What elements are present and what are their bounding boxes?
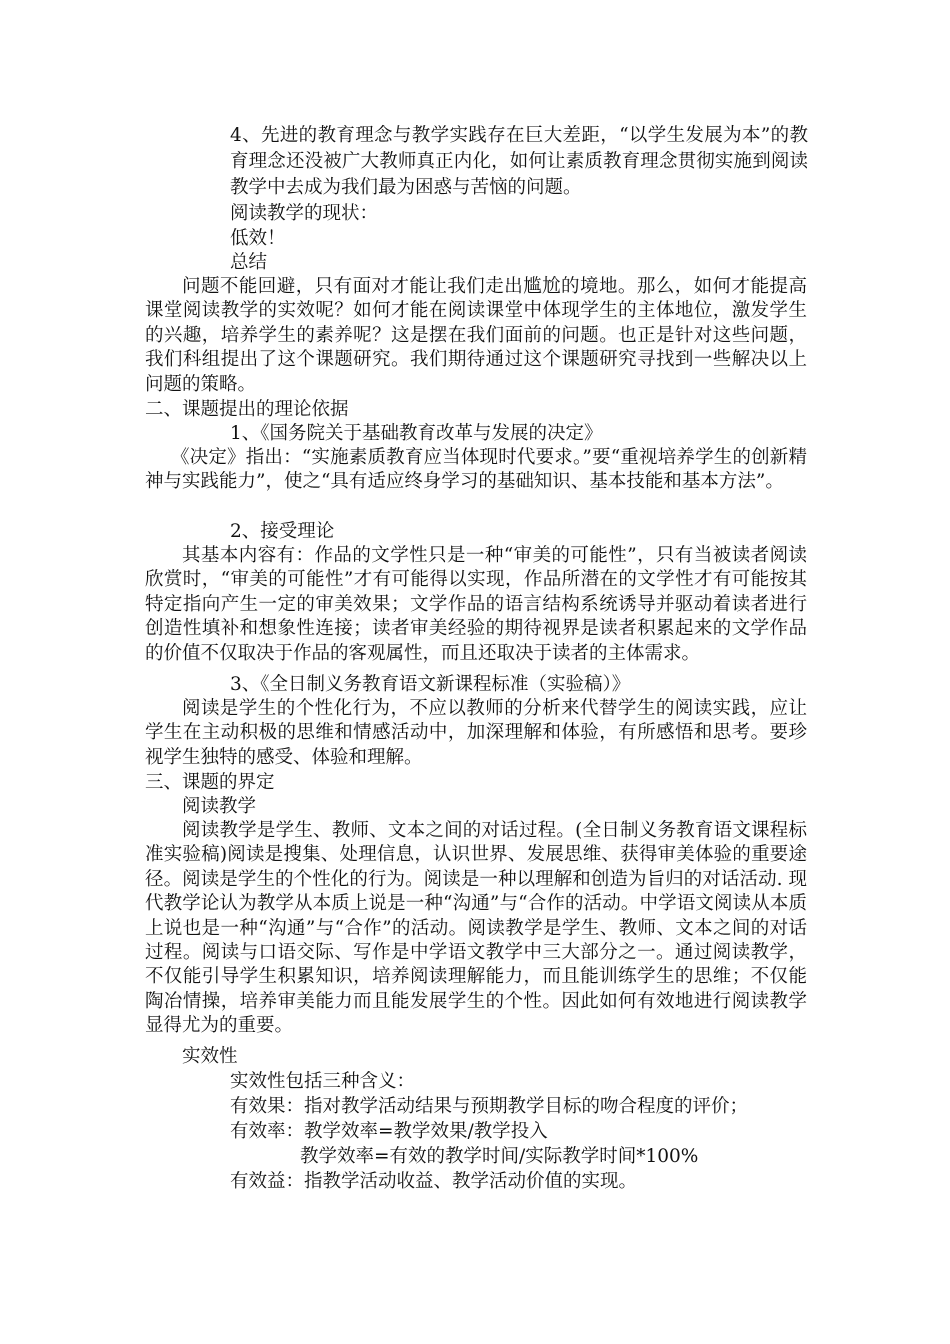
section-2-heading: 二、课题提出的理论依据 xyxy=(145,399,349,420)
section-3-sub-1: 阅读教学 xyxy=(182,796,257,817)
effect-definition: 有效果：指对教学活动结果与预期教学目标的吻合程度的评价； xyxy=(230,1096,749,1117)
benefit-definition: 有效益：指教学活动收益、教学活动价值的实现。 xyxy=(230,1171,638,1192)
efficiency-definition: 有效率：教学效率=教学效果/教学投入 xyxy=(230,1121,548,1142)
status-label: 阅读教学的现状： xyxy=(230,203,379,224)
section-2-sub-3: 3、《全日制义务教育语文新课程标准（实验稿）》 xyxy=(230,674,631,695)
item-4-paragraph: 4、先进的教育理念与教学实践存在巨大差距，“以学生发展为本”的教育理念还没被广大教师真正内化，如何让素质教育理念贯彻实施到阅读教学中去成为我们最为困惑与苦恼的问题。 xyxy=(230,125,808,198)
section-2-para-3: 阅读是学生的个性化行为，不应以教师的分析来代替学生的阅读实践，应让学生在主动积极的思维和情感活动中，加深理解和体验，有所感悟和思考。要珍视学生独特的感受、体验和理解。 xyxy=(145,698,807,768)
efficiency-formula: 教学效率=有效的教学时间/实际教学时间*100% xyxy=(300,1146,699,1167)
summary-paragraph: 问题不能回避，只有面对才能让我们走出尴尬的境地。那么，如何才能提高课堂阅读教学的实效呢？如何才能在阅读课堂中体现学生的主体地位，激发学生的兴趣，培养学生的素养呢？这是摆在我们面前的问题。也正是针对这些问题，我们科组提出了这个课题研究。我们期待通过这个课题研究寻找到一些解决以上问题的策略。 xyxy=(145,276,807,395)
section-3-para-1: 阅读教学是学生、教师、文本之间的对话过程。(全日制义务教育语文课程标准实验稿)阅读是搜集、处理信息，认识世界、发展思维、获得审美体验的重要途径。阅读是学生的个性化的行为。阅读是一种以理解和创造为旨归的对话活动. 现代教学论认为教学从本质上说是一种“沟通”与“合作的活动。中学语文阅读从本质上说也是一种“沟通”与“合作”的活动。阅读教学是学生、教师、文本之间的对话过程。阅读与口语交际、写作是中学语文教学中三大部分之一。通过阅读教学，不仅能引导学生积累知识，培养阅读理解能力，而且能训练学生的思维；不仅能陶冶情操，培养审美能力而且能发展学生的个性。因此如何有效地进行阅读教学显得尤为的重要。 xyxy=(145,820,807,1037)
section-3-heading: 三、课题的界定 xyxy=(145,772,275,793)
summary-label: 总结 xyxy=(230,252,268,273)
section-2-sub-2: 2、接受理论 xyxy=(230,521,335,542)
status-value: 低效！ xyxy=(230,228,286,249)
section-3-sub-2: 实效性 xyxy=(182,1046,238,1067)
section-2-para-2: 其基本内容有：作品的文学性只是一种“审美的可能性”，只有当被读者阅读欣赏时，“审美的可能性”才有可能得以实现，作品所潜在的文学性才有可能按其特定指向产生一定的审美效果；文学作品的语言结构系统诱导并驱动着读者进行创造性填补和想象性连接；读者审美经验的期待视界是读者积累起来的文学作品的价值不仅取决于作品的客观属性，而且还取决于读者的主体需求。 xyxy=(145,545,807,664)
effectiveness-intro: 实效性包括三种含义： xyxy=(230,1071,416,1092)
section-2-para-1: 《决定》指出：“实施素质教育应当体现时代要求。”要“重视培养学生的创新精神与实践能力”，使之“具有适应终身学习的基础知识、基本技能和基本方法”。 xyxy=(145,447,807,493)
section-2-sub-1: 1、《国务院关于基础教育改革与发展的决定》 xyxy=(230,423,603,444)
